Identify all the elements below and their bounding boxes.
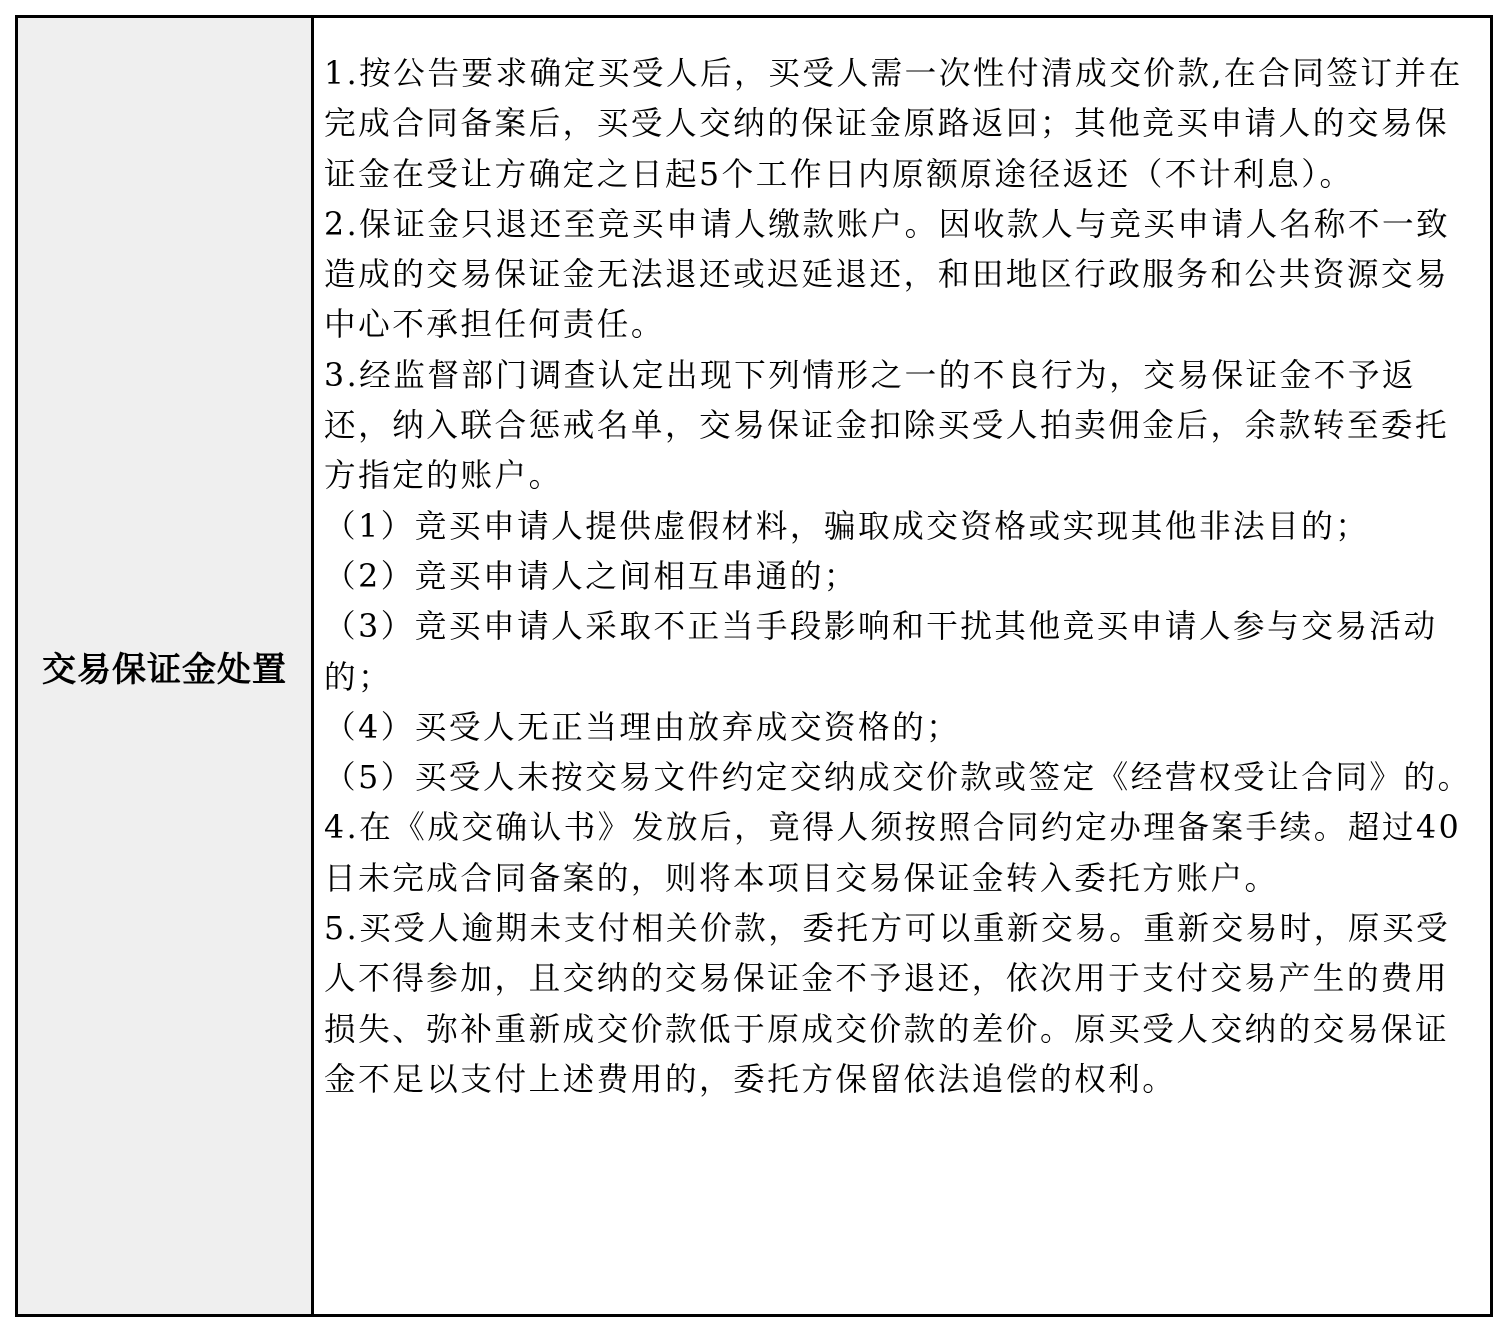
content-cell xyxy=(314,18,1490,1314)
paragraph-3: 3.经监督部门调查认定出现下列情形之一的不良行为，交易保证金不予返还，纳入联合惩戒名单，交易保证金扣除买受人拍卖佣金后，余款转至委托方指定的账户。 xyxy=(324,357,1450,495)
sub-item-1: （1）竞买申请人提供虚假材料，骗取成交资格或实现其他非法目的； xyxy=(324,508,1370,545)
sub-item-4: （4）买受人无正当理由放弃成交资格的； xyxy=(324,709,961,746)
paragraph-2: 2.保证金只退还至竞买申请人缴款账户。因收款人与竞买申请人名称不一致造成的交易保证金无法退还或迟延退还，和田地区行政服务和公共资源交易中心不承担任何责任。 xyxy=(324,206,1451,344)
paragraph-1: 1.按公告要求确定买受人后，买受人需一次性付清成交价款,在合同签订并在完成合同备案后，买受人交纳的保证金原路返回；其他竞买申请人的交易保证金在受让方确定之日起5个工作日内原额原途径返还（不计利息）。 xyxy=(324,56,1463,193)
paragraph-4: 4.在《成交确认书》发放后，竟得人须按照合同约定办理备案手续。超过40日未完成合同备案的，则将本项目交易保证金转入委托方账户。 xyxy=(324,810,1462,897)
deposit-table xyxy=(15,15,1493,1317)
sub-item-5: （5）买受人未按交易文件约定交纳成交价款或签定《经营权受让合同》的。 xyxy=(324,760,1472,797)
section-label: 交易保证金处置 xyxy=(42,649,287,690)
sub-item-2: （2）竞买申请人之间相互串通的； xyxy=(324,558,859,595)
sub-item-3: （3）竞买申请人采取不正当手段影响和干扰其他竞买申请人参与交易活动的； xyxy=(324,609,1438,696)
label-cell xyxy=(18,18,314,1314)
paragraph-5: 5.买受人逾期未支付相关价款，委托方可以重新交易。重新交易时，原买受人不得参加，且交纳的交易保证金不予退还，依次用于支付交易产生的费用损失、弥补重新成交价款低于原成交价款的差价。原买受人交纳的交易保证金不足以支付上述费用的，委托方保留依法追偿的权利。 xyxy=(324,911,1451,1098)
